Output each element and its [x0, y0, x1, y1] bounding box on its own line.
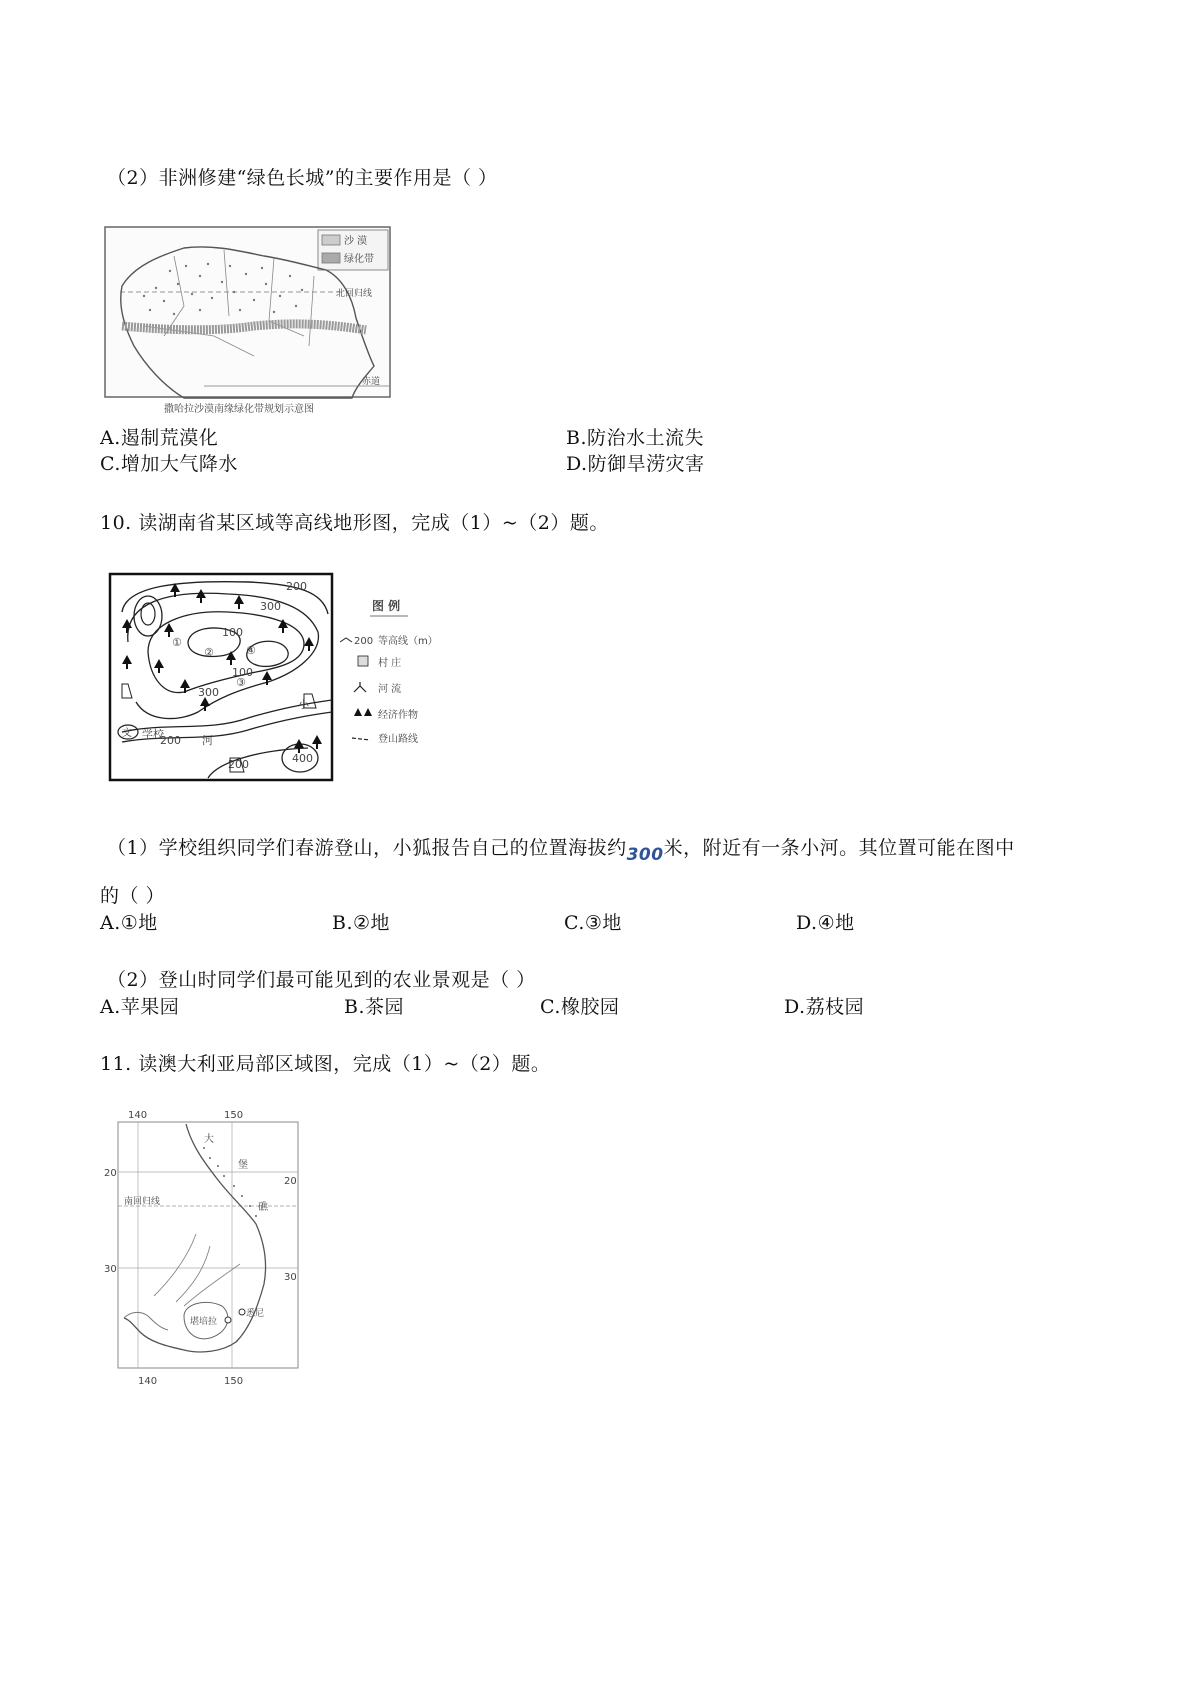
legend-sand-label: 沙 漠: [344, 236, 368, 247]
equator-label: 赤道: [362, 377, 381, 387]
city-label: 悉尼: [246, 1309, 265, 1319]
contour-label: 100: [232, 666, 253, 679]
site-3: ③: [236, 676, 246, 689]
q10-2-option-d[interactable]: D.荔枝园: [784, 996, 865, 1018]
contour-label: 200: [228, 758, 249, 771]
contour-label: 300: [198, 686, 219, 699]
q10-1-option-c[interactable]: C.③地: [564, 912, 622, 934]
q10-1-stem-part-a: （1）学校组织同学们春游登山，小狐报告自己的位置海拔约: [107, 837, 627, 859]
q10-1-stem-end: 的（ ）: [100, 885, 166, 907]
lon-label: 140: [128, 1110, 148, 1121]
contour-label: 100: [222, 626, 243, 639]
altitude-value: 300: [626, 845, 664, 865]
reef-char: 堡: [238, 1160, 248, 1171]
tropic-of-capricorn-label: 南回归线: [124, 1197, 161, 1207]
site-1: ①: [172, 636, 182, 649]
hunan-contour-map: [108, 572, 458, 786]
lon-label: 150: [224, 1376, 244, 1387]
contour-label: 400: [292, 752, 313, 765]
lat-label: 30: [104, 1264, 117, 1275]
question-9-2-stem: （2）非洲修建“绿色长城”的主要作用是（ ）: [107, 167, 498, 189]
q9-2-option-a[interactable]: A.遏制荒漠化: [100, 427, 219, 449]
river-char: 小: [298, 698, 309, 711]
capital-label: 堪培拉: [190, 1317, 218, 1327]
q10-1-stem: [107, 836, 1015, 865]
q10-1-option-d[interactable]: D.④地: [796, 912, 855, 934]
reef-char: 大: [204, 1134, 214, 1145]
legend-crop-label: 经济作物: [378, 710, 418, 721]
lat-label: 30: [284, 1272, 297, 1283]
legend-river-label: 河 流: [378, 684, 402, 695]
legend-contour-label: 等高线（m）: [378, 636, 438, 647]
reef-char: 礁: [258, 1202, 268, 1213]
map-caption: 撒哈拉沙漠南缘绿化带规划示意图: [164, 404, 314, 415]
legend-contour-value: 200: [354, 636, 374, 647]
q10-1-stem-part-b: 米，附近有一条小河。其位置可能在图中: [663, 837, 1015, 859]
q10-2-stem: （2）登山时同学们最可能见到的农业景观是（ ）: [107, 969, 536, 991]
contour-label: 200: [286, 580, 307, 593]
q9-2-option-b[interactable]: B.防治水土流失: [566, 427, 705, 449]
sahara-green-belt-map: [104, 226, 394, 416]
q10-1-option-b[interactable]: B.②地: [332, 912, 391, 934]
school-label: 学校: [142, 728, 164, 741]
australia-map: [100, 1106, 310, 1396]
legend-village-label: 村 庄: [378, 658, 402, 669]
q9-2-option-c[interactable]: C.增加大气降水: [100, 453, 238, 475]
tropic-of-cancer-label: 北回归线: [336, 289, 373, 299]
legend-greenbelt-label: 绿化带: [344, 254, 374, 265]
river-char: 河: [202, 734, 213, 747]
question-11-stem: 11. 读澳大利亚局部区域图，完成（1）~（2）题。: [100, 1053, 551, 1075]
legend-title: 图 例: [372, 599, 401, 613]
contour-label: 300: [260, 600, 281, 613]
lon-label: 140: [138, 1376, 158, 1387]
site-2: ②: [204, 646, 214, 659]
q10-2-option-b[interactable]: B.茶园: [344, 996, 405, 1018]
q10-2-option-a[interactable]: A.苹果园: [100, 996, 180, 1018]
question-10-stem: 10. 读湖南省某区域等高线地形图，完成（1）~（2）题。: [100, 512, 609, 534]
school-symbol: 文: [122, 728, 132, 739]
lat-label: 20: [284, 1176, 297, 1187]
q9-2-option-d[interactable]: D.防御旱涝灾害: [566, 453, 705, 475]
contour-label: 200: [160, 734, 181, 747]
lon-label: 150: [224, 1110, 244, 1121]
lat-label: 20: [104, 1168, 117, 1179]
q10-2-option-c[interactable]: C.橡胶园: [540, 996, 620, 1018]
site-4: ④: [246, 644, 256, 657]
legend-trail-label: 登山路线: [378, 734, 418, 745]
q10-1-option-a[interactable]: A.①地: [100, 912, 158, 934]
